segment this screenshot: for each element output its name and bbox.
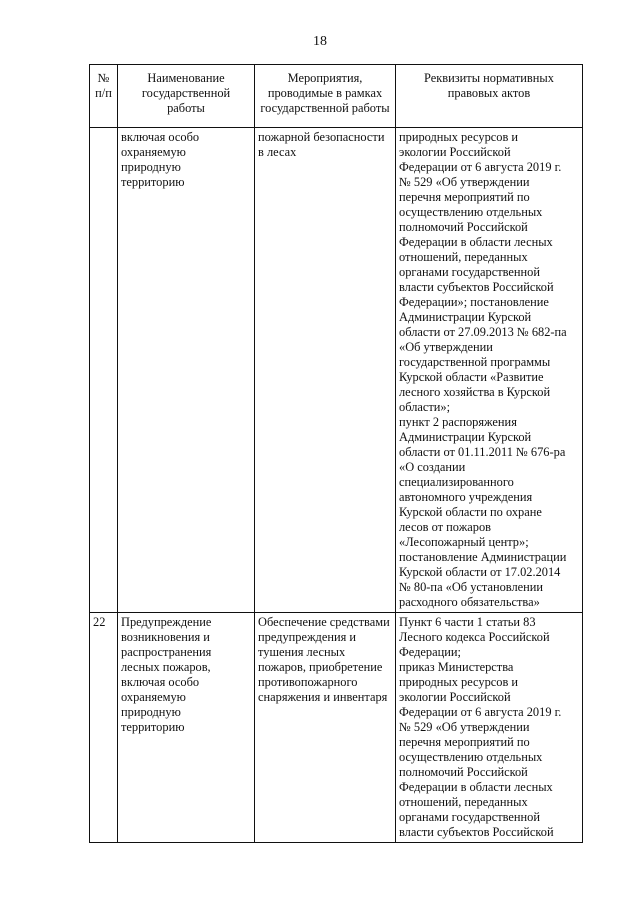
text-line: органами государственной bbox=[399, 265, 540, 279]
row-legal-acts bbox=[396, 128, 583, 613]
text-line: п/п bbox=[95, 86, 112, 100]
text-line: автономного учреждения bbox=[399, 490, 533, 504]
text-line: пункт 2 распоряжения bbox=[399, 415, 517, 429]
text-line: Федерации; bbox=[399, 645, 461, 659]
text-line: органами государственной bbox=[399, 810, 540, 824]
text-line: Федерации от 6 августа 2019 г. bbox=[399, 160, 562, 174]
row-events bbox=[255, 613, 396, 843]
text-line: территорию bbox=[121, 720, 185, 734]
text-line: включая особо bbox=[121, 130, 200, 144]
text-line: Курской области «Развитие bbox=[399, 370, 544, 384]
text-line: Пункт 6 части 1 статьи 83 bbox=[399, 615, 536, 629]
text-line: полномочий Российской bbox=[399, 220, 528, 234]
text-line: природную bbox=[121, 160, 181, 174]
text-line: лесных пожаров, bbox=[121, 660, 211, 674]
text-line: постановление Администрации bbox=[399, 550, 567, 564]
text-line: специализированного bbox=[399, 475, 514, 489]
text-line: возникновения и bbox=[121, 630, 210, 644]
text-line: Федерации в области лесных bbox=[399, 235, 553, 249]
text-line: Лесного кодекса Российской bbox=[399, 630, 550, 644]
text-line: № 80-па «Об установлении bbox=[399, 580, 544, 594]
text-line: Курской области по охране bbox=[399, 505, 542, 519]
text-line: природную bbox=[121, 705, 181, 719]
text-line: полномочий Российской bbox=[399, 765, 528, 779]
text-line: снаряжения и инвентаря bbox=[258, 690, 388, 704]
text-line: Наименование bbox=[147, 71, 225, 85]
text-line: области от 01.11.2011 № 676-ра bbox=[399, 445, 566, 459]
text-line: области от 27.09.2013 № 682-па bbox=[399, 325, 567, 339]
row-number: 22 bbox=[90, 613, 118, 843]
text-line: Федерации в области лесных bbox=[399, 780, 553, 794]
text-line: государственной bbox=[141, 86, 231, 100]
text-line: правовых актов bbox=[447, 86, 531, 100]
text-line: приказ Министерства bbox=[399, 660, 514, 674]
text-line: государственной работы bbox=[260, 101, 390, 115]
row-number bbox=[90, 128, 118, 613]
text-line: отношений, переданных bbox=[399, 250, 528, 264]
text-line: охраняемую bbox=[121, 690, 186, 704]
text-line: «О создании bbox=[399, 460, 466, 474]
text-line: Предупреждение bbox=[121, 615, 212, 629]
text-line: «Лесопожарный центр»; bbox=[399, 535, 529, 549]
header-work-name bbox=[118, 65, 255, 128]
text-line: осуществлению отдельных bbox=[399, 205, 543, 219]
text-line: пожаров, приобретение bbox=[258, 660, 383, 674]
row-legal-acts bbox=[396, 613, 583, 843]
text-line: «Об утверждении bbox=[399, 340, 493, 354]
text-line: охраняемую bbox=[121, 145, 186, 159]
text-line: территорию bbox=[121, 175, 185, 189]
text-line: государственной программы bbox=[399, 355, 551, 369]
text-line: в лесах bbox=[258, 145, 297, 159]
text-line: экологии Российской bbox=[399, 145, 511, 159]
row-events bbox=[255, 128, 396, 613]
text-line: № 529 «Об утверждении bbox=[399, 175, 530, 189]
text-line: проводимые в рамках bbox=[267, 86, 383, 100]
header-number bbox=[90, 65, 118, 128]
text-line: включая особо bbox=[121, 675, 200, 689]
text-line: Обеспечение средствами bbox=[258, 615, 390, 629]
text-line: Реквизиты нормативных bbox=[424, 71, 554, 85]
text-line: противопожарного bbox=[258, 675, 358, 689]
text-line: Федерации от 6 августа 2019 г. bbox=[399, 705, 562, 719]
text-line: власти субъектов Российской bbox=[399, 825, 554, 839]
text-line: области»; bbox=[399, 400, 451, 414]
header-events bbox=[255, 65, 396, 128]
header-legal-acts bbox=[396, 65, 583, 128]
text-line: лесного хозяйства в Курской bbox=[399, 385, 551, 399]
text-line: Мероприятия, bbox=[287, 71, 363, 85]
table-header-row bbox=[90, 65, 583, 128]
text-line: пожарной безопасности bbox=[258, 130, 385, 144]
table-row bbox=[90, 613, 583, 843]
text-line: тушения лесных bbox=[258, 645, 346, 659]
text-line: предупреждения и bbox=[258, 630, 357, 644]
table-row bbox=[90, 128, 583, 613]
text-line: Администрации Курской bbox=[399, 430, 532, 444]
text-line: отношений, переданных bbox=[399, 795, 528, 809]
legal-acts-table bbox=[89, 64, 583, 843]
text-line: экологии Российской bbox=[399, 690, 511, 704]
text-line: № bbox=[97, 71, 110, 85]
text-line: перечня мероприятий по bbox=[399, 190, 530, 204]
text-line: природных ресурсов и bbox=[399, 675, 519, 689]
text-line: Курской области от 17.02.2014 bbox=[399, 565, 561, 579]
text-line: распространения bbox=[121, 645, 212, 659]
text-line: осуществлению отдельных bbox=[399, 750, 543, 764]
text-line: природных ресурсов и bbox=[399, 130, 519, 144]
text-line: Федерации»; постановление bbox=[399, 295, 549, 309]
text-line: перечня мероприятий по bbox=[399, 735, 530, 749]
text-line: № 529 «Об утверждении bbox=[399, 720, 530, 734]
row-work-name bbox=[118, 613, 255, 843]
text-line: власти субъектов Российской bbox=[399, 280, 554, 294]
row-work-name bbox=[118, 128, 255, 613]
text-line: работы bbox=[167, 101, 205, 115]
text-line: лесов от пожаров bbox=[399, 520, 491, 534]
page-number: 18 bbox=[313, 34, 327, 49]
text-line: Администрации Курской bbox=[399, 310, 532, 324]
text-line: расходного обязательства» bbox=[399, 595, 540, 609]
